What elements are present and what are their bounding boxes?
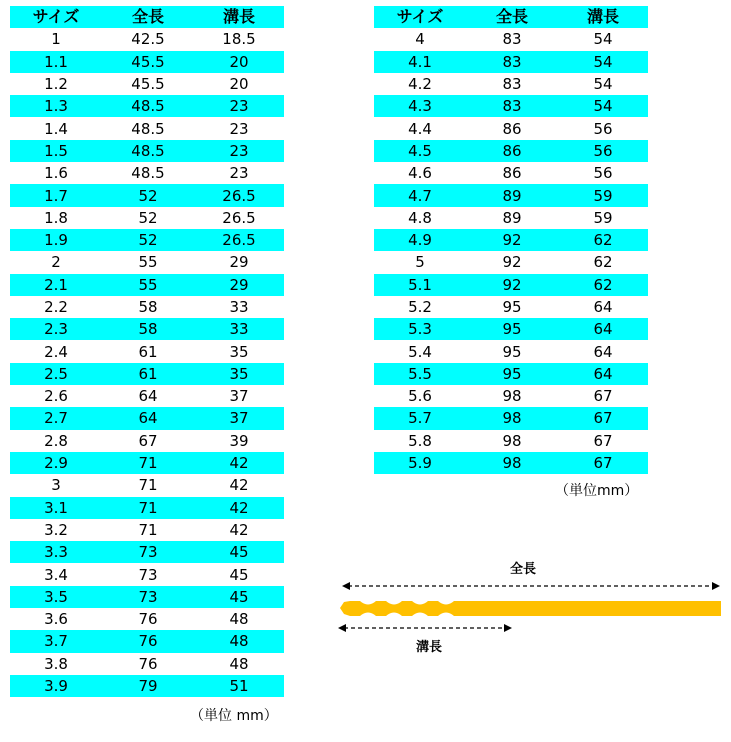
cell-size: 5.3	[374, 318, 466, 340]
cell-full-length: 45.5	[131, 75, 165, 94]
table-row	[374, 73, 648, 95]
table-row	[10, 207, 284, 229]
cell-full-length: 98	[502, 387, 522, 406]
table-row	[374, 363, 648, 385]
cell-size: 1.5	[10, 140, 102, 162]
size-table-left	[10, 6, 284, 697]
unit-note-right: （単位mm）	[555, 483, 639, 499]
table-row	[10, 95, 284, 117]
cell-groove-length: 62	[558, 229, 648, 251]
cell-full-length: 48.5	[131, 119, 165, 138]
cell-size: 4.4	[408, 119, 432, 138]
table-row	[374, 28, 648, 50]
cell-groove-length: 56	[593, 164, 613, 183]
cell-size: 2.6	[44, 387, 68, 406]
table-row	[10, 586, 284, 608]
cell-groove-length: 35	[194, 363, 284, 385]
cell-groove-length: 54	[558, 51, 648, 73]
cell-groove-length: 39	[229, 431, 249, 450]
cell-full-length: 92	[466, 274, 558, 296]
blade-bar	[340, 601, 721, 616]
cell-full-length: 71	[102, 497, 194, 519]
cell-size: 2.9	[10, 452, 102, 474]
cell-size: 4.8	[408, 208, 432, 227]
cell-full-length: 67	[138, 431, 158, 450]
table-row	[10, 519, 284, 541]
cell-groove-length: 64	[593, 298, 613, 316]
cell-full-length: 98	[466, 407, 558, 429]
header-full-length: 全長	[102, 6, 194, 28]
cell-full-length: 61	[138, 342, 158, 361]
cell-size: 1	[51, 30, 61, 49]
table-row	[10, 363, 284, 385]
cell-full-length: 48.5	[131, 164, 165, 183]
cell-size: 2.5	[10, 363, 102, 385]
table-row	[374, 140, 648, 162]
cell-size: 2.2	[44, 298, 68, 316]
header-groove-length: 溝長	[558, 6, 648, 28]
cell-size: 3.4	[44, 565, 68, 584]
cell-size: 4.5	[374, 140, 466, 162]
cell-size: 5.2	[408, 298, 432, 316]
cell-size: 4.7	[374, 184, 466, 206]
cell-groove-length: 54	[593, 30, 613, 49]
table-row	[374, 340, 648, 362]
cell-groove-length: 26.5	[222, 208, 256, 227]
length-diagram-graphic	[330, 550, 730, 660]
cell-groove-length: 48	[229, 654, 249, 673]
table-row	[10, 497, 284, 519]
cell-groove-length: 26.5	[194, 184, 284, 206]
cell-groove-length: 64	[593, 342, 613, 361]
cell-groove-length: 23	[194, 95, 284, 117]
cell-full-length: 76	[102, 630, 194, 652]
cell-size: 4.9	[374, 229, 466, 251]
length-diagram	[330, 550, 730, 660]
full-length-label: 全長	[510, 562, 537, 577]
table-body-left	[10, 28, 284, 697]
cell-size: 1.1	[10, 51, 102, 73]
cell-size: 5.8	[408, 431, 432, 450]
cell-size: 3.6	[44, 610, 68, 629]
table-row	[10, 541, 284, 563]
cell-size: 2.4	[44, 342, 68, 361]
table-row	[10, 452, 284, 474]
cell-full-length: 95	[466, 363, 558, 385]
table-row	[374, 385, 648, 407]
cell-full-length: 71	[102, 452, 194, 474]
cell-size: 3.2	[44, 520, 68, 539]
header-full-length: 全長	[466, 6, 558, 28]
cell-groove-length: 64	[558, 363, 648, 385]
cell-size: 3.7	[10, 630, 102, 652]
cell-full-length: 83	[466, 51, 558, 73]
cell-groove-length: 45	[229, 565, 249, 584]
cell-size: 4	[415, 30, 425, 49]
cell-groove-length: 35	[229, 342, 249, 361]
cell-full-length: 95	[502, 298, 522, 316]
cell-full-length: 55	[138, 253, 158, 272]
cell-groove-length: 29	[229, 253, 249, 272]
cell-full-length: 92	[466, 229, 558, 251]
table-row	[10, 73, 284, 95]
table-row	[10, 296, 284, 318]
table-row	[374, 274, 648, 296]
cell-groove-length: 29	[194, 274, 284, 296]
cell-full-length: 55	[102, 274, 194, 296]
cell-groove-length: 56	[558, 140, 648, 162]
table-row	[374, 184, 648, 206]
table-row	[374, 117, 648, 139]
cell-size: 3.1	[10, 497, 102, 519]
cell-size: 5.1	[374, 274, 466, 296]
full-length-arrow	[342, 582, 720, 590]
cell-groove-length: 48	[229, 610, 249, 629]
cell-size: 3.5	[10, 586, 102, 608]
cell-full-length: 71	[138, 520, 158, 539]
cell-groove-length: 67	[593, 431, 613, 450]
cell-groove-length: 64	[558, 318, 648, 340]
groove-length-arrow	[338, 624, 512, 632]
table-row	[10, 430, 284, 452]
cell-groove-length: 51	[194, 675, 284, 697]
cell-size: 3.3	[10, 541, 102, 563]
cell-groove-length: 42	[194, 497, 284, 519]
unit-note-left: （単位 mm）	[190, 708, 278, 724]
cell-full-length: 58	[102, 318, 194, 340]
table-row	[10, 608, 284, 630]
cell-groove-length: 37	[229, 387, 249, 406]
cell-groove-length: 59	[558, 184, 648, 206]
cell-groove-length: 42	[229, 520, 249, 539]
table-row	[10, 474, 284, 496]
cell-full-length: 61	[102, 363, 194, 385]
cell-size: 4.2	[408, 75, 432, 94]
cell-full-length: 42.5	[131, 30, 165, 49]
cell-full-length: 73	[102, 586, 194, 608]
cell-size: 5.9	[374, 452, 466, 474]
cell-groove-length: 45	[194, 586, 284, 608]
header-size: サイズ	[374, 6, 466, 28]
table-row	[10, 340, 284, 362]
cell-size: 1.6	[44, 164, 68, 183]
table-row	[10, 385, 284, 407]
cell-full-length: 83	[502, 75, 522, 94]
cell-size: 1.4	[44, 119, 68, 138]
table-body-right	[374, 28, 648, 474]
cell-full-length: 58	[138, 298, 158, 316]
cell-full-length: 98	[502, 431, 522, 450]
table-row	[10, 675, 284, 697]
cell-full-length: 86	[502, 164, 522, 183]
table-row	[374, 51, 648, 73]
cell-full-length: 71	[138, 476, 158, 495]
cell-groove-length: 54	[593, 75, 613, 94]
cell-full-length: 52	[138, 208, 158, 227]
cell-groove-length: 33	[194, 318, 284, 340]
cell-groove-length: 23	[194, 140, 284, 162]
cell-size: 5.7	[374, 407, 466, 429]
cell-full-length: 86	[502, 119, 522, 138]
cell-size: 2.8	[44, 431, 68, 450]
cell-size: 1.9	[10, 229, 102, 251]
cell-size: 3.9	[10, 675, 102, 697]
cell-full-length: 89	[502, 208, 522, 227]
cell-size: 4.3	[374, 95, 466, 117]
cell-groove-length: 42	[229, 476, 249, 495]
cell-full-length: 86	[466, 140, 558, 162]
cell-groove-length: 33	[229, 298, 249, 316]
table-row	[10, 630, 284, 652]
cell-full-length: 92	[502, 253, 522, 272]
table-row	[374, 229, 648, 251]
table-row	[374, 430, 648, 452]
table-row	[10, 140, 284, 162]
cell-full-length: 45.5	[102, 51, 194, 73]
table-row	[374, 407, 648, 429]
cell-groove-length: 62	[558, 274, 648, 296]
cell-groove-length: 59	[593, 208, 613, 227]
table-row	[374, 162, 648, 184]
header-size: サイズ	[10, 6, 102, 28]
table-row	[10, 407, 284, 429]
cell-groove-length: 26.5	[194, 229, 284, 251]
cell-size: 3.8	[44, 654, 68, 673]
size-table-right	[374, 6, 648, 474]
table-row	[10, 117, 284, 139]
cell-full-length: 76	[138, 654, 158, 673]
cell-full-length: 79	[102, 675, 194, 697]
cell-full-length: 64	[102, 407, 194, 429]
groove-length-label: 溝長	[416, 640, 443, 655]
table-row	[374, 296, 648, 318]
cell-groove-length: 54	[558, 95, 648, 117]
cell-full-length: 98	[466, 452, 558, 474]
cell-full-length: 73	[138, 565, 158, 584]
table-row	[10, 28, 284, 50]
cell-groove-length: 62	[593, 253, 613, 272]
cell-groove-length: 67	[558, 452, 648, 474]
cell-full-length: 76	[138, 610, 158, 629]
table-header-row	[374, 6, 648, 28]
cell-groove-length: 67	[558, 407, 648, 429]
cell-groove-length: 37	[194, 407, 284, 429]
cell-full-length: 73	[102, 541, 194, 563]
cell-full-length: 89	[466, 184, 558, 206]
table-row	[10, 318, 284, 340]
cell-size: 2.7	[10, 407, 102, 429]
cell-groove-length: 45	[194, 541, 284, 563]
cell-size: 5.5	[374, 363, 466, 385]
cell-full-length: 52	[102, 229, 194, 251]
table-row	[10, 162, 284, 184]
cell-size: 1.7	[10, 184, 102, 206]
cell-groove-length: 23	[229, 164, 249, 183]
table-row	[10, 229, 284, 251]
cell-full-length: 95	[502, 342, 522, 361]
cell-size: 5.4	[408, 342, 432, 361]
table-header-row	[10, 6, 284, 28]
table-row	[10, 184, 284, 206]
cell-groove-length: 23	[229, 119, 249, 138]
cell-full-length: 48.5	[102, 140, 194, 162]
table-row	[10, 274, 284, 296]
cell-size: 3	[51, 476, 61, 495]
cell-groove-length: 20	[229, 75, 249, 94]
cell-full-length: 48.5	[102, 95, 194, 117]
cell-full-length: 95	[466, 318, 558, 340]
cell-size: 1.2	[44, 75, 68, 94]
table-row	[374, 318, 648, 340]
cell-groove-length: 42	[194, 452, 284, 474]
cell-groove-length: 56	[593, 119, 613, 138]
cell-full-length: 52	[102, 184, 194, 206]
cell-size: 2	[51, 253, 61, 272]
header-groove-length: 溝長	[194, 6, 284, 28]
table-row	[10, 251, 284, 273]
table-row	[374, 251, 648, 273]
cell-size: 5.6	[408, 387, 432, 406]
cell-size: 4.6	[408, 164, 432, 183]
table-row	[10, 653, 284, 675]
cell-groove-length: 48	[194, 630, 284, 652]
cell-size: 2.3	[10, 318, 102, 340]
cell-groove-length: 18.5	[222, 30, 256, 49]
cell-size: 5	[415, 253, 425, 272]
table-row	[10, 563, 284, 585]
cell-size: 1.8	[44, 208, 68, 227]
cell-size: 2.1	[10, 274, 102, 296]
cell-size: 1.3	[10, 95, 102, 117]
cell-full-length: 83	[502, 30, 522, 49]
cell-size: 4.1	[374, 51, 466, 73]
table-row	[374, 452, 648, 474]
table-row	[374, 95, 648, 117]
cell-groove-length: 67	[593, 387, 613, 406]
cell-full-length: 64	[138, 387, 158, 406]
table-row	[10, 51, 284, 73]
cell-full-length: 83	[466, 95, 558, 117]
cell-groove-length: 20	[194, 51, 284, 73]
table-row	[374, 207, 648, 229]
